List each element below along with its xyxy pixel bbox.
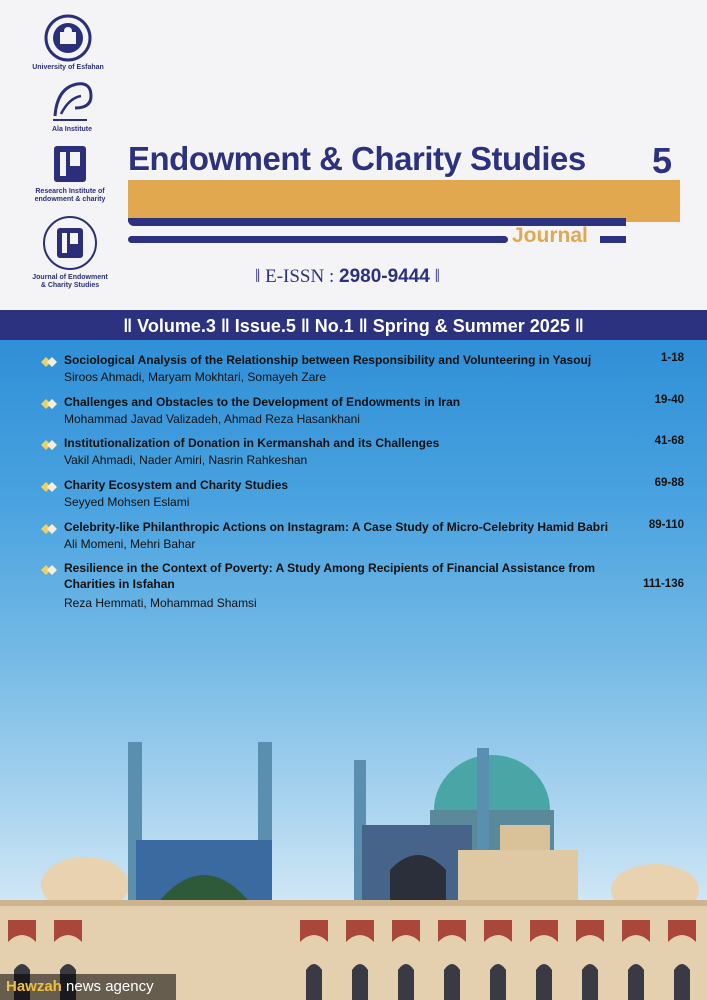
journal-logo <box>20 214 120 290</box>
issn-bar-left: ‖ <box>255 266 261 287</box>
journal-word: Journal <box>512 224 588 247</box>
ala-logo-label: Ala Institute <box>51 126 93 133</box>
watermark-rest: news agency <box>61 978 154 995</box>
diamond-bullet-icon <box>40 439 58 451</box>
journal-title: Endowment & Charity Studies <box>128 140 586 177</box>
diamond-bullet-icon <box>40 481 58 493</box>
ala-calligraphy-icon <box>47 78 97 124</box>
toc-item-pages: 111-136 <box>643 578 684 590</box>
issue-number: 5 <box>652 140 673 181</box>
toc-item-authors: Reza Hemmati, Mohammad Shamsi <box>64 596 257 610</box>
issn-label: E-ISSN : <box>265 266 335 287</box>
toc-item-title: Sociological Analysis of the Relationship between Responsibility and Volunteering in Yasouj <box>64 353 592 367</box>
toc-item-authors: Mohammad Javad Valizadeh, Ahmad Reza Hasankhani <box>64 412 360 426</box>
diamond-bullet-icon <box>40 356 58 368</box>
volume-bar: ‖ Volume.3 ‖ Issue.5 ‖ No.1 ‖ Spring & Summer 2025 ‖ <box>0 310 707 340</box>
diamond-bullet-icon <box>40 398 58 410</box>
toc-item-title: Charity Ecosystem and Charity Studies <box>64 478 289 492</box>
diamond-bullet-icon <box>40 523 58 535</box>
toc-item-pages: 41-68 <box>654 435 684 447</box>
issn-value: 2980-9444 <box>339 266 430 287</box>
university-seal-icon <box>44 14 92 62</box>
ala-logo <box>22 78 122 134</box>
journal-logo-line2: & Charity Studies <box>40 282 100 289</box>
watermark-brand: Hawzah <box>6 978 62 995</box>
gold-title-band <box>128 180 680 222</box>
toc-item-authors: Seyyed Mohsen Eslami <box>64 495 190 509</box>
university-logo-label: University of Esfahan <box>32 64 104 71</box>
toc-item-authors: Siroos Ahmadi, Maryam Mokhtari, Somayeh Zare <box>64 370 327 384</box>
toc-item-title: Institutionalization of Donation in Kermanshah and its Challenges <box>64 436 440 450</box>
mosque-illustration <box>0 730 707 1000</box>
toc-item-pages: 1-18 <box>660 352 684 364</box>
research-logo-line2: endowment & charity <box>34 196 106 203</box>
university-logo <box>18 14 118 72</box>
toc-item-pages: 89-110 <box>648 519 684 531</box>
toc-item-title: Challenges and Obstacles to the Development of Endowments in Iran <box>64 395 461 409</box>
issn-bar-right: ‖ <box>434 266 440 287</box>
toc-item-pages: 69-88 <box>654 477 684 489</box>
journal-logo-line1: Journal of Endowment <box>32 274 108 281</box>
news-agency-watermark <box>0 974 176 1000</box>
issn-line <box>255 266 440 288</box>
toc-item-title: Celebrity-like Philanthropic Actions on Instagram: A Case Study of Micro-Celebrity Hamid Babri <box>64 520 609 534</box>
research-institute-icon <box>48 142 92 186</box>
toc-item-authors: Ali Momeni, Mehri Bahar <box>64 537 196 551</box>
toc-item-title: Resilience in the Context of Poverty: A Study Among Recipients of Financial Assistance from Charities in Isfahan <box>64 561 595 591</box>
navy-divider-2 <box>128 236 508 243</box>
research-institute-logo <box>20 142 120 204</box>
diamond-bullet-icon <box>40 564 58 576</box>
journal-emblem-icon <box>41 214 99 272</box>
research-logo-line1: Research Institute of <box>35 188 105 195</box>
toc-item-authors: Vakil Ahmadi, Nader Amiri, Nasrin Rahkeshan <box>64 453 308 467</box>
toc-item-pages: 19-40 <box>654 394 684 406</box>
navy-divider-3 <box>600 236 626 243</box>
